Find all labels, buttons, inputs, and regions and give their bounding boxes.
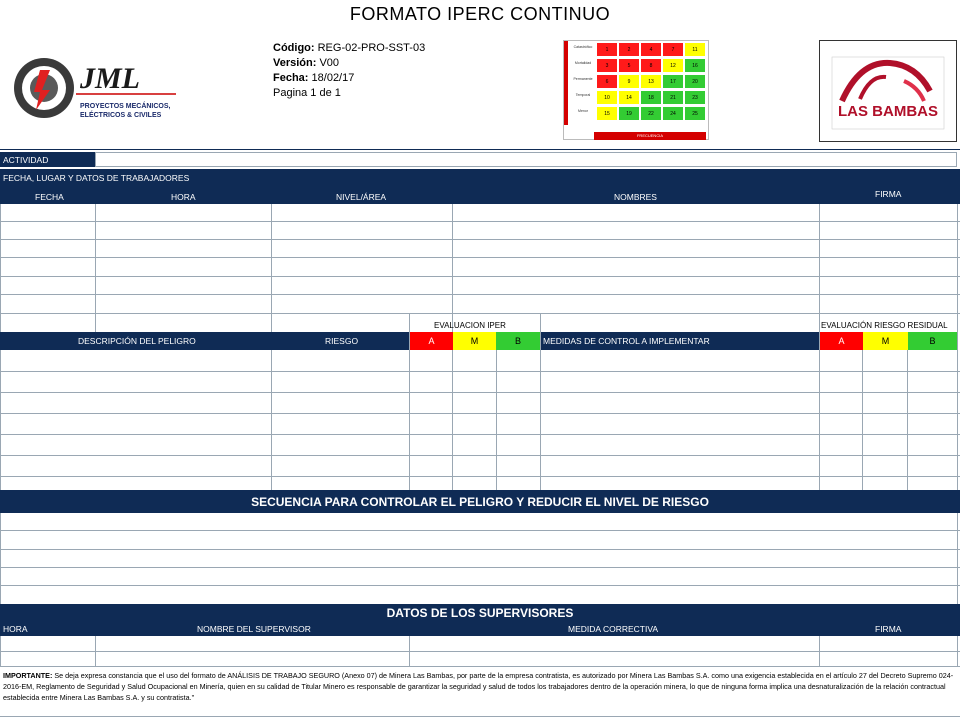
matrix-cell: 17 [662, 74, 684, 89]
matrix-cell: 8 [640, 58, 662, 73]
logo-subtitle-2: ELÉCTRICOS & CIVILES [80, 112, 162, 119]
matrix-cell: 19 [618, 106, 640, 121]
col-fecha: FECHA [35, 192, 64, 202]
residual-level-m: M [863, 332, 908, 350]
matrix-cell: 22 [640, 106, 662, 121]
eval-iper-label: EVALUACION IPER [434, 321, 506, 330]
note-label: IMPORTANTE: [3, 671, 53, 680]
matrix-cell: 5 [618, 58, 640, 73]
matrix-cell: 6 [596, 74, 618, 89]
sup-col-medida: MEDIDA CORRECTIVA [568, 624, 659, 634]
version-label: Versión: [273, 57, 317, 69]
matrix-cell: 15 [596, 106, 618, 121]
document-meta [273, 41, 425, 101]
matrix-row-label: Menor [578, 109, 588, 113]
fecha-value: 18/02/17 [311, 72, 355, 84]
las-bambas-logo-icon [820, 41, 956, 141]
col-riesgo: RIESGO [325, 336, 359, 346]
logo-subtitle-1: PROYECTOS MECÁNICOS, [80, 103, 171, 110]
workers-section-label: FECHA, LUGAR Y DATOS DE TRABAJADORES [3, 173, 190, 183]
page-number: Pagina 1 de 1 [273, 87, 341, 99]
matrix-cell: 16 [684, 58, 706, 73]
las-bambas-logo [819, 40, 957, 142]
risk-header-mid [541, 332, 819, 350]
activity-label-cell [0, 152, 95, 167]
col-firma: FIRMA [875, 189, 902, 199]
matrix-cell: 21 [662, 90, 684, 105]
matrix-cell: 23 [684, 90, 706, 105]
matrix-row-label: Mortalidad [574, 61, 592, 65]
matrix-cell: 3 [596, 58, 618, 73]
matrix-row-label: Catastrófico [573, 45, 593, 49]
sup-col-firma: FIRMA [875, 624, 902, 634]
residual-level-b: B [908, 332, 957, 350]
sup-col-nombre: NOMBRE DEL SUPERVISOR [197, 624, 311, 634]
matrix-row-label: Temporal [575, 93, 591, 97]
matrix-cell: 4 [640, 42, 662, 57]
matrix-cell: 13 [640, 74, 662, 89]
sup-col-hora: HORA [3, 624, 28, 634]
sequence-title: SECUENCIA PARA CONTROLAR EL PELIGRO Y REDUCIR EL NIVEL DE RIESGO [251, 495, 709, 509]
matrix-cell: 24 [662, 106, 684, 121]
matrix-cell: 18 [640, 90, 662, 105]
activity-label: ACTIVIDAD [3, 155, 49, 165]
residual-level-a: A [820, 332, 863, 350]
matrix-footer: FRECUENCIA [594, 132, 706, 140]
matrix-cell: 9 [618, 74, 640, 89]
brand-text: JML [80, 62, 140, 95]
matrix-cell: 25 [684, 106, 706, 121]
note-text: Se deja expresa constancia que el uso del formato de ANÁLISIS DE TRABAJO SEGURO (Anexo 07) de Minera Las Bambas, por parte de la empresa contratista, es autorizado por Minera Las Bambas S.A. como una exigencia establecida en el artículo 27 del Decreto Supremo 024-2016-EM, Reglamento de Seguridad y Salud Ocupacional en Minería, quien en su calidad de Titular Minero es responsable de garantizar la seguridad y salud de todos los trabajadores dentro de la operación minera, lo que de ninguna forma implica una desnaturalización de la relación contractual establecida entre Minera Las Bambas S.A. y su contratista." [3, 671, 954, 703]
matrix-cell: 12 [662, 58, 684, 73]
matrix-cell: 14 [618, 90, 640, 105]
col-hora: HORA [171, 192, 196, 202]
eval-residual-label: EVALUACIÓN RIESGO RESIDUAL [821, 321, 948, 330]
matrix-row-label: Permanente [573, 77, 593, 81]
risk-matrix [563, 40, 709, 140]
workers-section-bar [0, 169, 960, 186]
matrix-cell: 20 [684, 74, 706, 89]
matrix-cell: 10 [596, 90, 618, 105]
activity-input[interactable] [95, 152, 957, 167]
col-descripcion-peligro: DESCRIPCIÓN DEL PELIGRO [78, 336, 196, 346]
important-note [3, 670, 957, 704]
matrix-cell: 11 [684, 42, 706, 57]
matrix-cell: 1 [596, 42, 618, 57]
codigo-label: Código: [273, 42, 315, 54]
company-logo [10, 48, 178, 130]
version-value: V00 [319, 57, 340, 69]
workers-header-row [0, 186, 960, 204]
matrix-cell: 2 [618, 42, 640, 57]
las-bambas-text: LAS BAMBAS [838, 103, 938, 120]
iper-level-a: A [410, 332, 453, 350]
matrix-cell: 7 [662, 42, 684, 57]
col-nombres: NOMBRES [614, 192, 657, 202]
iper-level-m: M [453, 332, 496, 350]
risk-header-left [0, 332, 409, 350]
iper-level-b: B [496, 332, 540, 350]
col-nivel-area: NIVEL/ÁREA [336, 192, 387, 202]
form-title: FORMATO IPERC CONTINUO [349, 4, 611, 24]
col-medidas-control: MEDIDAS DE CONTROL A IMPLEMENTAR [543, 336, 710, 346]
codigo-value: REG-02-PRO-SST-03 [317, 42, 426, 54]
supervisors-title: DATOS DE LOS SUPERVISORES [386, 606, 574, 620]
fecha-label: Fecha: [273, 72, 309, 84]
